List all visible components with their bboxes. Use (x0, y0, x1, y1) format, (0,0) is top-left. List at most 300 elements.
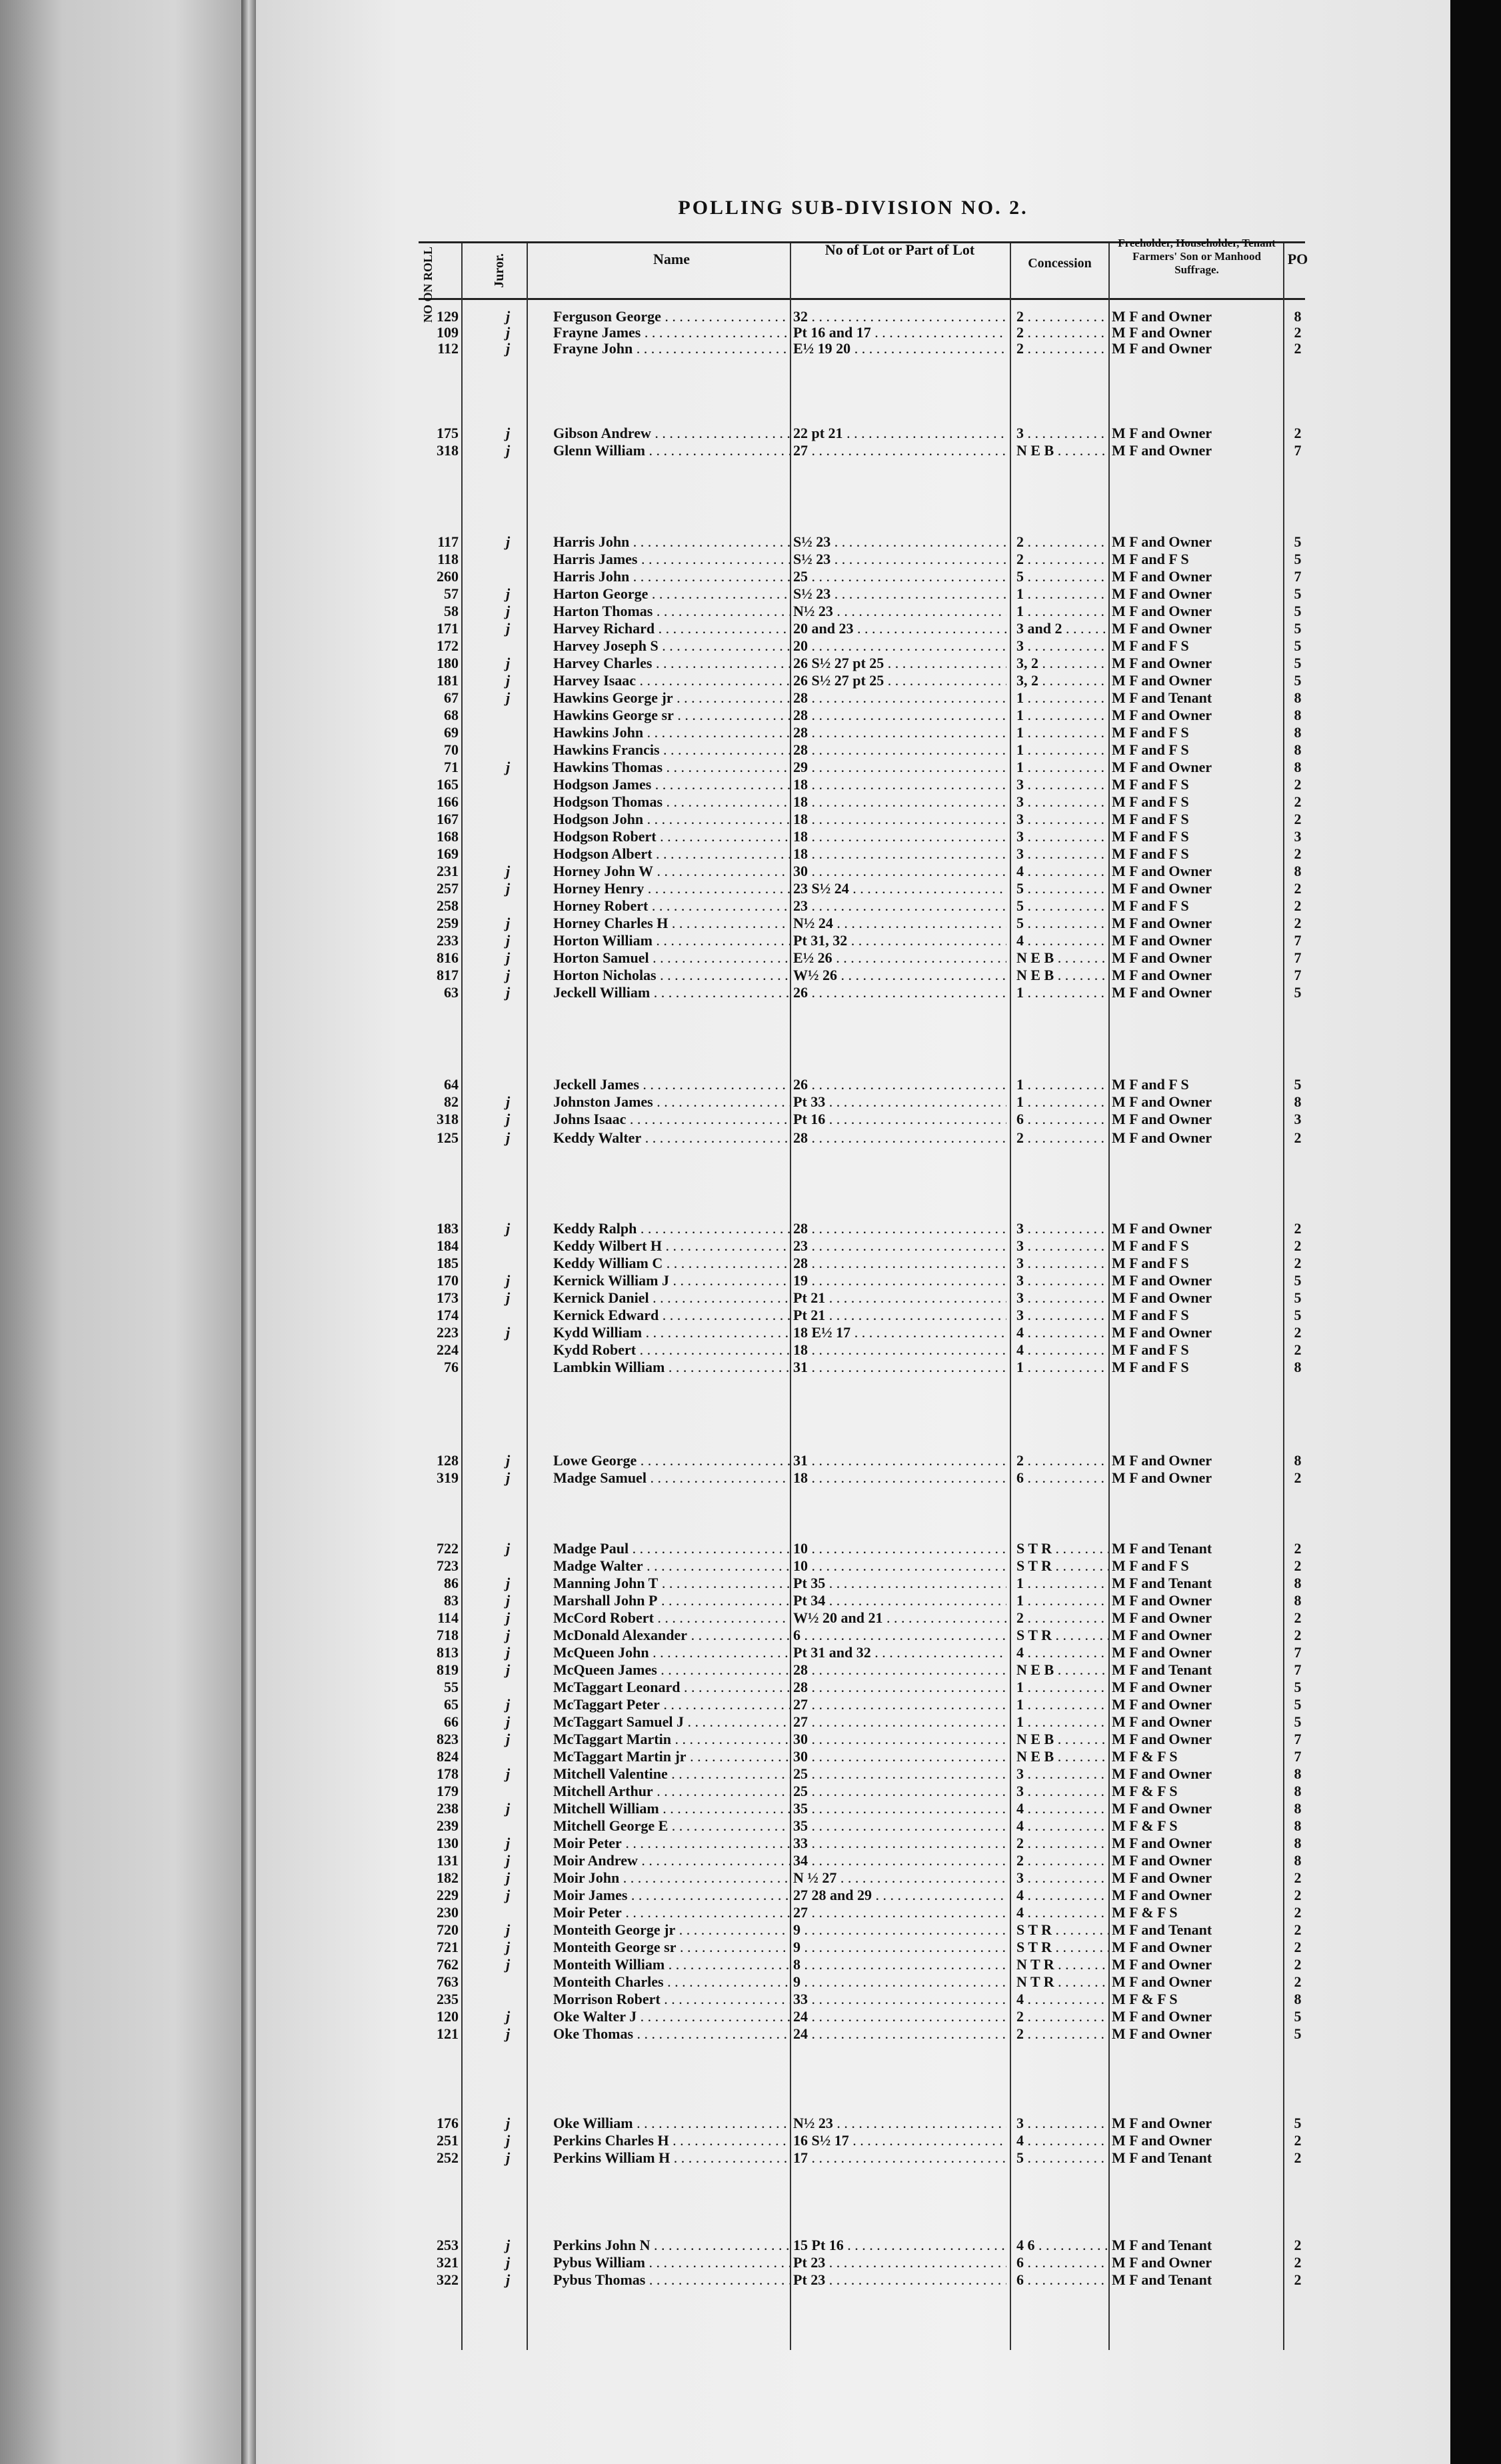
cell-juror: j (505, 1609, 511, 1626)
cell-roll: 763 (437, 1973, 459, 1990)
cell-con: 1 . . . (1016, 724, 1108, 741)
cell-roll: 167 (437, 811, 459, 827)
cell-free: M F and Owner (1112, 442, 1212, 459)
cell-name: Mitchell Arthur . . . (553, 1783, 790, 1800)
cell-lot: 28 . . . (793, 1679, 1006, 1696)
cell-name: Glenn William . . . (553, 442, 790, 459)
table-row (0, 2008, 1501, 2025)
cell-po: 2 (1294, 845, 1302, 862)
cell-po: 2 (1294, 1540, 1302, 1557)
cell-roll: 318 (437, 442, 459, 459)
cell-po: 2 (1294, 1129, 1302, 1146)
cell-lot: 18 . . . (793, 776, 1006, 793)
cell-name: Harvey Isaac . . . (553, 672, 790, 689)
cell-name: Perkins Charles H . . . (553, 2132, 790, 2149)
cell-po: 2 (1294, 1609, 1302, 1626)
cell-juror: j (505, 308, 511, 325)
cell-name: Kydd Robert . . . (553, 1341, 790, 1359)
cell-name: Gibson Andrew . . . (553, 425, 790, 442)
cell-con: 3 . . . (1016, 1255, 1108, 1272)
table-row (0, 1835, 1501, 1852)
cell-juror: j (505, 932, 511, 949)
cell-name: Harris James . . . (553, 551, 790, 568)
cell-roll: 171 (437, 620, 459, 637)
page-title: POLLING SUB-DIVISION NO. 2. (678, 197, 1028, 219)
cell-roll: 175 (437, 425, 459, 441)
cell-name: Oke Walter J . . . (553, 2008, 790, 2025)
cell-lot: 10 . . . (793, 1557, 1006, 1575)
cell-roll: 166 (437, 793, 459, 810)
cell-name: Morrison Robert . . . (553, 1991, 790, 2008)
cell-name: Moir Peter . . . (553, 1835, 790, 1852)
cell-po: 5 (1294, 984, 1302, 1001)
cell-po: 5 (1294, 1076, 1302, 1093)
table-row (0, 932, 1501, 949)
cell-po: 2 (1294, 1887, 1302, 1903)
cell-name: Keddy Ralph . . . (553, 1220, 790, 1237)
cell-con: 3 . . . (1016, 1237, 1108, 1255)
cell-name: Hawkins George sr . . . (553, 707, 790, 724)
cell-roll: 69 (444, 724, 459, 741)
cell-con: 2 . . . (1016, 340, 1108, 357)
cell-lot: 30 . . . (793, 863, 1006, 880)
cell-po: 8 (1294, 759, 1302, 775)
table-row (0, 776, 1501, 793)
cell-po: 2 (1294, 2149, 1302, 2166)
cell-roll: 252 (437, 2149, 459, 2166)
cell-con: 4 . . . (1016, 1324, 1108, 1341)
cell-name: Manning John T . . . (553, 1575, 790, 1592)
cell-po: 2 (1294, 1869, 1302, 1886)
cell-juror: j (505, 1111, 511, 1127)
cell-juror: j (505, 340, 511, 357)
cell-free: M F and Owner (1112, 915, 1212, 931)
cell-roll: 82 (444, 1093, 459, 1110)
cell-con: 6 . . . (1016, 1111, 1108, 1128)
cell-free: M F and Owner (1112, 1272, 1212, 1289)
cell-name: Jeckell William . . . (553, 984, 790, 1001)
cell-free: M F & F S (1112, 1783, 1178, 1799)
cell-free: M F and Owner (1112, 1887, 1212, 1903)
cell-lot: 15 Pt 16 . . . (793, 2237, 1006, 2254)
cell-con: 3 . . . (1016, 1783, 1108, 1800)
table-row (0, 1887, 1501, 1904)
cell-con: N T R . . . (1016, 1973, 1108, 1991)
cell-free: M F & F S (1112, 1991, 1178, 2007)
table-row (0, 1111, 1501, 1128)
table-row (0, 1765, 1501, 1783)
cell-free: M F and F S (1112, 776, 1189, 793)
cell-free: M F and Owner (1112, 425, 1212, 441)
cell-free: M F and Owner (1112, 1609, 1212, 1626)
header-concession: Concession (1028, 256, 1092, 271)
table-row (0, 1359, 1501, 1376)
cell-roll: 117 (437, 533, 459, 550)
cell-po: 8 (1294, 689, 1302, 706)
cell-free: M F and Owner (1112, 2025, 1212, 2042)
cell-name: Horney Robert . . . (553, 897, 790, 915)
cell-name: Harvey Charles . . . (553, 655, 790, 672)
cell-con: 4 . . . (1016, 1817, 1108, 1835)
cell-free: M F and Tenant (1112, 1921, 1212, 1938)
cell-free: M F and Owner (1112, 533, 1212, 550)
cell-name: Hodgson James . . . (553, 776, 790, 793)
cell-juror: j (505, 863, 511, 879)
table-row (0, 1469, 1501, 1487)
cell-lot: 22 pt 21 . . . (793, 425, 1006, 442)
cell-name: Oke William . . . (553, 2115, 790, 2132)
cell-po: 2 (1294, 1939, 1302, 1955)
cell-free: M F and Owner (1112, 2132, 1212, 2149)
cell-po: 3 (1294, 828, 1302, 845)
cell-roll: 55 (444, 1679, 459, 1695)
cell-free: M F and F S (1112, 1557, 1189, 1574)
cell-lot: 20 and 23 . . . (793, 620, 1006, 637)
cell-po: 2 (1294, 915, 1302, 931)
table-row (0, 1237, 1501, 1255)
cell-lot: 28 . . . (793, 724, 1006, 741)
cell-roll: 129 (437, 308, 459, 325)
table-row (0, 1609, 1501, 1627)
cell-con: 3 . . . (1016, 1869, 1108, 1887)
cell-roll: 67 (444, 689, 459, 706)
cell-free: M F & F S (1112, 1817, 1178, 1834)
cell-juror: j (505, 1956, 511, 1973)
table-row (0, 2025, 1501, 2043)
cell-lot: Pt 31, 32 . . . (793, 932, 1006, 949)
table-row (0, 672, 1501, 689)
cell-lot: 20 . . . (793, 637, 1006, 655)
cell-free: M F and Owner (1112, 1220, 1212, 1237)
cell-con: 4 . . . (1016, 2132, 1108, 2149)
cell-roll: 58 (444, 603, 459, 619)
table-row (0, 1324, 1501, 1341)
cell-free: M F and Owner (1112, 949, 1212, 966)
cell-lot: 18 . . . (793, 1341, 1006, 1359)
cell-lot: 26 S½ 27 pt 25 . . . (793, 655, 1006, 672)
cell-name: Horney Henry . . . (553, 880, 790, 897)
table-row (0, 741, 1501, 759)
cell-free: M F and Owner (1112, 1713, 1212, 1730)
table-row (0, 915, 1501, 932)
cell-roll: 817 (437, 967, 459, 983)
cell-con: 1 . . . (1016, 603, 1108, 620)
cell-roll: 118 (437, 551, 459, 567)
table-row (0, 425, 1501, 442)
cell-juror: j (505, 1765, 511, 1782)
cell-lot: 33 . . . (793, 1991, 1006, 2008)
cell-roll: 173 (437, 1289, 459, 1306)
cell-lot: 28 . . . (793, 1129, 1006, 1147)
cell-lot: 8 . . . (793, 1956, 1006, 1973)
cell-roll: 816 (437, 949, 459, 966)
cell-free: M F and Owner (1112, 1696, 1212, 1713)
cell-free: M F and F S (1112, 793, 1189, 810)
cell-po: 2 (1294, 811, 1302, 827)
cell-juror: j (505, 2132, 511, 2149)
cell-con: 1 . . . (1016, 1713, 1108, 1731)
table-row (0, 1540, 1501, 1557)
cell-po: 5 (1294, 1289, 1302, 1306)
cell-juror: j (505, 689, 511, 706)
cell-roll: 257 (437, 880, 459, 897)
cell-lot: 26 . . . (793, 984, 1006, 1001)
cell-lot: 16 S½ 17 . . . (793, 2132, 1006, 2149)
cell-free: M F and F S (1112, 741, 1189, 758)
cell-po: 8 (1294, 1765, 1302, 1782)
cell-po: 2 (1294, 324, 1302, 341)
cell-name: Horney John W . . . (553, 863, 790, 880)
cell-juror: j (505, 2008, 511, 2025)
cell-con: 1 . . . (1016, 759, 1108, 776)
cell-con: S T R . . . (1016, 1557, 1108, 1575)
cell-con: 3 . . . (1016, 425, 1108, 442)
cell-name: Kernick William J . . . (553, 1272, 790, 1289)
cell-free: M F and Owner (1112, 1835, 1212, 1851)
cell-lot: 27 . . . (793, 1713, 1006, 1731)
cell-con: 4 . . . (1016, 863, 1108, 880)
cell-free: M F and F S (1112, 1076, 1189, 1093)
cell-name: Monteith George jr . . . (553, 1921, 790, 1939)
cell-con: 1 . . . (1016, 1359, 1108, 1376)
cell-po: 5 (1294, 2115, 1302, 2131)
cell-po: 8 (1294, 741, 1302, 758)
cell-name: McTaggart Martin . . . (553, 1731, 790, 1748)
cell-lot: 28 . . . (793, 1255, 1006, 1272)
cell-juror: j (505, 1272, 511, 1289)
cell-roll: 172 (437, 637, 459, 654)
cell-roll: 168 (437, 828, 459, 845)
cell-free: M F and Owner (1112, 1452, 1212, 1469)
cell-lot: N½ 24 . . . (793, 915, 1006, 932)
cell-juror: j (505, 1452, 511, 1469)
cell-lot: Pt 23 . . . (793, 2271, 1006, 2289)
cell-name: Marshall John P . . . (553, 1592, 790, 1609)
cell-juror: j (505, 1921, 511, 1938)
cell-juror: j (505, 620, 511, 637)
cell-lot: 9 . . . (793, 1921, 1006, 1939)
cell-po: 2 (1294, 425, 1302, 441)
table-row (0, 1696, 1501, 1713)
table-row (0, 1869, 1501, 1887)
cell-roll: 722 (437, 1540, 459, 1557)
cell-roll: 229 (437, 1887, 459, 1903)
cell-lot: Pt 16 and 17 . . . (793, 324, 1006, 341)
cell-free: M F and Owner (1112, 1939, 1212, 1955)
cell-name: Keddy Walter . . . (553, 1129, 790, 1147)
cell-juror: j (505, 2025, 511, 2042)
cell-juror: j (505, 1731, 511, 1747)
table-row (0, 1557, 1501, 1575)
cell-roll: 258 (437, 897, 459, 914)
cell-roll: 131 (437, 1852, 459, 1869)
table-row (0, 620, 1501, 637)
table-row (0, 1289, 1501, 1307)
cell-po: 7 (1294, 932, 1302, 949)
cell-con: N E B . . . (1016, 1731, 1108, 1748)
table-row (0, 1852, 1501, 1869)
cell-roll: 71 (444, 759, 459, 775)
cell-free: M F and Owner (1112, 984, 1212, 1001)
cell-lot: 30 . . . (793, 1748, 1006, 1765)
cell-free: M F and Owner (1112, 1644, 1212, 1661)
cell-free: M F and Owner (1112, 1973, 1212, 1990)
cell-lot: 23 . . . (793, 1237, 1006, 1255)
cell-name: Johnston James . . . (553, 1093, 790, 1111)
cell-po: 5 (1294, 1696, 1302, 1713)
cell-lot: 18 . . . (793, 828, 1006, 845)
table-row (0, 2254, 1501, 2271)
cell-po: 2 (1294, 776, 1302, 793)
table-row (0, 655, 1501, 672)
cell-free: M F and Owner (1112, 655, 1212, 671)
cell-name: Mitchell Valentine . . . (553, 1765, 790, 1783)
cell-po: 2 (1294, 2271, 1302, 2288)
cell-po: 5 (1294, 533, 1302, 550)
cell-con: N E B . . . (1016, 967, 1108, 984)
cell-juror: j (505, 1939, 511, 1955)
cell-free: M F and F S (1112, 724, 1189, 741)
cell-roll: 120 (437, 2008, 459, 2025)
cell-con: 4 . . . (1016, 1904, 1108, 1921)
table-row (0, 724, 1501, 741)
cell-po: 2 (1294, 2132, 1302, 2149)
cell-con: 3 . . . (1016, 1220, 1108, 1237)
cell-free: M F and F S (1112, 828, 1189, 845)
cell-juror: j (505, 2254, 511, 2271)
cell-roll: 114 (437, 1609, 459, 1626)
cell-con: 1 . . . (1016, 1696, 1108, 1713)
cell-po: 5 (1294, 672, 1302, 689)
cell-free: M F and Tenant (1112, 2271, 1212, 2288)
cell-lot: 31 . . . (793, 1359, 1006, 1376)
cell-roll: 57 (444, 585, 459, 602)
cell-name: Hawkins George jr . . . (553, 689, 790, 707)
cell-juror: j (505, 949, 511, 966)
cell-roll: 112 (437, 340, 459, 357)
cell-po: 8 (1294, 1835, 1302, 1851)
cell-juror: j (505, 1592, 511, 1609)
table-row (0, 1272, 1501, 1289)
cell-con: 2 . . . (1016, 324, 1108, 341)
cell-free: M F and Owner (1112, 707, 1212, 723)
table-row (0, 1748, 1501, 1765)
cell-juror: j (505, 759, 511, 775)
cell-free: M F and Owner (1112, 2008, 1212, 2025)
cell-juror: j (505, 1540, 511, 1557)
cell-juror: j (505, 1469, 511, 1486)
cell-juror: j (505, 2149, 511, 2166)
cell-lot: 17 . . . (793, 2149, 1006, 2167)
header-name: Name (653, 251, 690, 267)
cell-lot: 24 . . . (793, 2025, 1006, 2043)
cell-name: McQueen John . . . (553, 1644, 790, 1661)
cell-con: 1 . . . (1016, 585, 1108, 603)
cell-name: Lowe George . . . (553, 1452, 790, 1469)
cell-free: M F and Owner (1112, 324, 1212, 341)
cell-free: M F and F S (1112, 845, 1189, 862)
cell-roll: 109 (437, 324, 459, 341)
cell-name: Perkins John N . . . (553, 2237, 790, 2254)
cell-lot: 27 . . . (793, 1696, 1006, 1713)
cell-name: Johns Isaac . . . (553, 1111, 790, 1128)
cell-juror: j (505, 425, 511, 441)
cell-roll: 68 (444, 707, 459, 723)
cell-con: S T R . . . (1016, 1540, 1108, 1557)
cell-con: 4 . . . (1016, 1341, 1108, 1359)
cell-roll: 179 (437, 1783, 459, 1799)
cell-lot: 18 . . . (793, 845, 1006, 863)
cell-con: 2 . . . (1016, 2008, 1108, 2025)
table-row (0, 568, 1501, 585)
cell-lot: 18 E½ 17 . . . (793, 1324, 1006, 1341)
table-row (0, 863, 1501, 880)
cell-name: Jeckell James . . . (553, 1076, 790, 1093)
table-row (0, 1076, 1501, 1093)
cell-name: Horney Charles H . . . (553, 915, 790, 932)
cell-lot: 28 . . . (793, 707, 1006, 724)
cell-roll: 321 (437, 2254, 459, 2271)
cell-lot: Pt 21 . . . (793, 1307, 1006, 1324)
cell-con: 3 and 2 . . . (1016, 620, 1108, 637)
cell-free: M F and Tenant (1112, 689, 1212, 706)
cell-lot: E½ 26 . . . (793, 949, 1006, 967)
cell-name: Hodgson Albert . . . (553, 845, 790, 863)
cell-con: 4 . . . (1016, 1800, 1108, 1817)
cell-name: Horton Nicholas . . . (553, 967, 790, 984)
cell-po: 2 (1294, 1921, 1302, 1938)
cell-po: 2 (1294, 2237, 1302, 2253)
cell-po: 5 (1294, 1272, 1302, 1289)
cell-free: M F and F S (1112, 1237, 1189, 1254)
table-row (0, 2237, 1501, 2254)
cell-po: 5 (1294, 2008, 1302, 2025)
table-row (0, 1991, 1501, 2008)
cell-con: 1 . . . (1016, 689, 1108, 707)
cell-po: 8 (1294, 724, 1302, 741)
cell-juror: j (505, 2115, 511, 2131)
cell-po: 2 (1294, 1237, 1302, 1254)
cell-free: M F and F S (1112, 1359, 1189, 1375)
cell-lot: 25 . . . (793, 1783, 1006, 1800)
cell-lot: 23 . . . (793, 897, 1006, 915)
cell-roll: 121 (437, 2025, 459, 2042)
cell-lot: 28 . . . (793, 741, 1006, 759)
cell-con: 1 . . . (1016, 1575, 1108, 1592)
cell-po: 8 (1294, 707, 1302, 723)
cell-po: 8 (1294, 1575, 1302, 1591)
cell-lot: Pt 33 . . . (793, 1093, 1006, 1111)
table-row (0, 1644, 1501, 1661)
cell-roll: 322 (437, 2271, 459, 2288)
table-row (0, 585, 1501, 603)
cell-roll: 238 (437, 1800, 459, 1817)
cell-con: 3 . . . (1016, 828, 1108, 845)
cell-name: McTaggart Leonard . . . (553, 1679, 790, 1696)
cell-juror: j (505, 984, 511, 1001)
table-row (0, 442, 1501, 459)
cell-juror: j (505, 324, 511, 341)
cell-free: M F and Owner (1112, 1852, 1212, 1869)
cell-juror: j (505, 967, 511, 983)
cell-lot: 26 S½ 27 pt 25 . . . (793, 672, 1006, 689)
table-row (0, 637, 1501, 655)
cell-free: M F and F S (1112, 897, 1189, 914)
cell-lot: Pt 31 and 32 . . . (793, 1644, 1006, 1661)
cell-roll: 239 (437, 1817, 459, 1834)
cell-con: 2 . . . (1016, 2025, 1108, 2043)
cell-con: 3 . . . (1016, 2115, 1108, 2132)
